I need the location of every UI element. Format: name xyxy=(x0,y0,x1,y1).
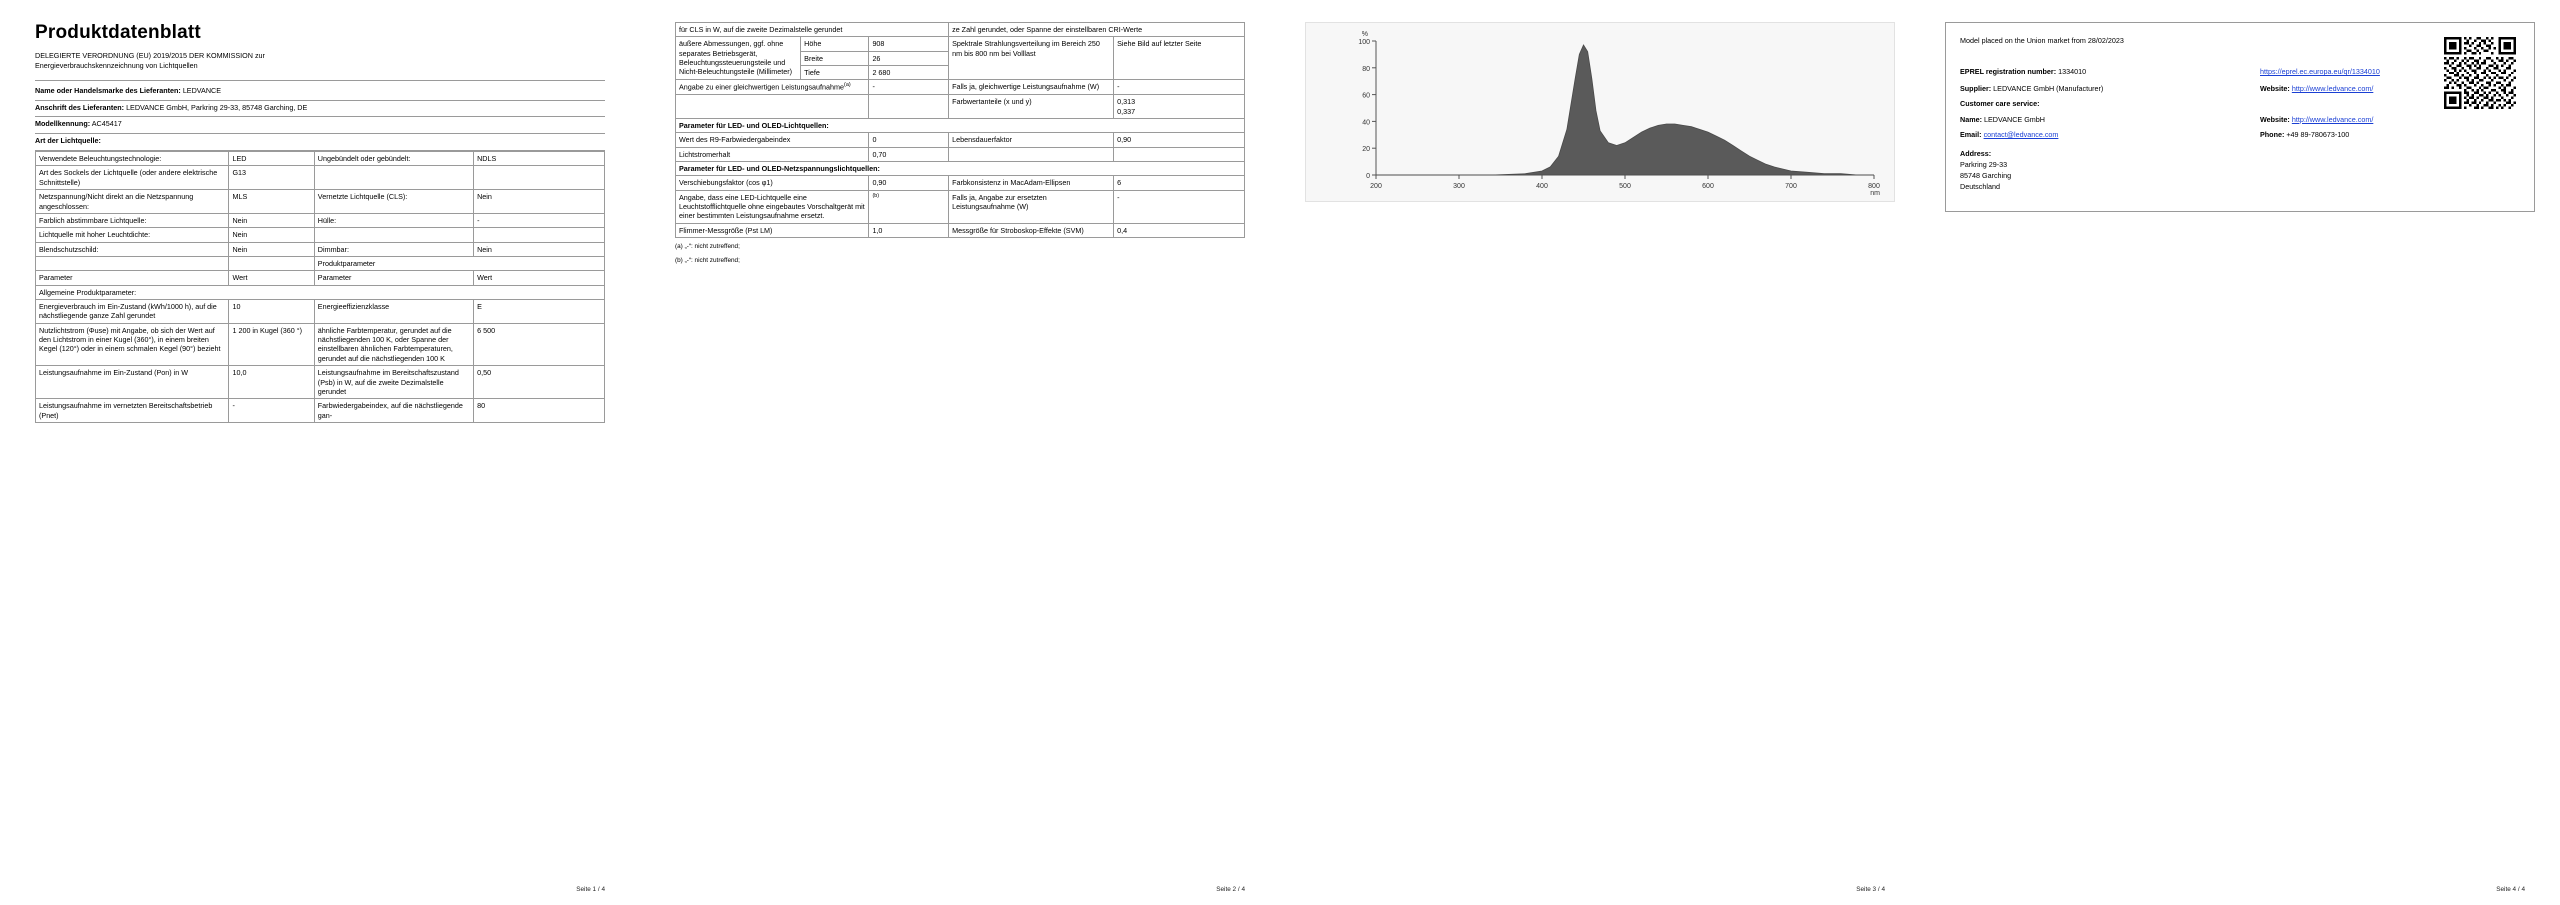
page-3 xyxy=(1280,0,1920,905)
section-row xyxy=(36,285,605,299)
market-date-line: Model placed on the Union market from 28/02/2023 xyxy=(1960,36,2124,45)
eprel-row xyxy=(1960,66,2520,77)
cell-value: Nein xyxy=(474,242,605,256)
cell-continued-left: für CLS in W, auf die zweite Dezimalstelle gerundet xyxy=(676,23,949,37)
svg-text:300: 300 xyxy=(1453,183,1465,190)
supplier-row xyxy=(1960,83,2520,94)
footnote-marker-a: (a) xyxy=(844,82,851,89)
section-header: Produktparameter xyxy=(314,256,604,270)
phone-label: Phone: xyxy=(2260,129,2285,139)
chroma-y-value: 0,337 xyxy=(1117,106,1136,116)
eprel-link-cell xyxy=(2260,66,2460,77)
spectral-distribution-chart xyxy=(1305,22,1895,202)
svg-text:nm: nm xyxy=(1870,190,1880,197)
cell-equivalent-label xyxy=(676,80,869,95)
column-header-parameter: Parameter xyxy=(314,271,473,285)
section-header-general: Allgemeine Produktparameter: xyxy=(36,285,605,299)
cell-label: Dimmbar: xyxy=(314,242,473,256)
name-value: LEDVANCE GmbH xyxy=(1983,114,2045,124)
table-row xyxy=(676,37,1245,51)
cell-equivalent-value2: - xyxy=(1114,80,1245,95)
page-footer: Seite 2 / 4 xyxy=(1216,886,1245,893)
eprel-label: EPREL registration number: xyxy=(1960,67,2057,77)
cell-label: Leistungsaufnahme im Ein-Zustand (Pon) in W xyxy=(36,366,229,399)
svg-text:400: 400 xyxy=(1536,183,1548,190)
header-row xyxy=(36,271,605,285)
section-row xyxy=(676,161,1245,175)
care-email-cell xyxy=(1960,129,2260,140)
cell-value: 10,0 xyxy=(229,366,314,399)
footnote-marker-b: (b) xyxy=(872,192,880,199)
divider xyxy=(35,80,605,81)
table-row xyxy=(36,366,605,399)
model-label: Modellkennung: xyxy=(35,119,91,129)
continuation-table xyxy=(675,22,1245,238)
cell-lifetime-value: 0,90 xyxy=(1114,133,1245,147)
table-row xyxy=(676,176,1245,190)
supplier-name-row xyxy=(35,84,605,101)
table-row xyxy=(36,323,605,365)
cell-macadam-value: 6 xyxy=(1114,176,1245,190)
supplier-address-label: Anschrift des Lieferanten: xyxy=(35,102,125,112)
phone-value: +49 89-780673-100 xyxy=(2286,129,2350,139)
table-row xyxy=(36,213,605,227)
page-1 xyxy=(0,0,640,905)
cell-label: ähnliche Farbtemperatur, gerundet auf die nächstliegenden 100 K, oder Spanne der einstellbaren ähnlichen Farbtemperaturen, gerundet auf die nächstliegenden 100 K xyxy=(314,323,473,365)
cell-dimension-name: Höhe xyxy=(801,37,869,51)
lightsource-type-row xyxy=(35,134,605,151)
cell-power-factor-value: 0,90 xyxy=(869,176,949,190)
cell-value: 6 500 xyxy=(474,323,605,365)
cell-dimension-value: 26 xyxy=(869,51,949,65)
cell-replacement-label2: Falls ja, Angabe zur ersetzten Leistungsaufnahme (W) xyxy=(949,190,1114,223)
table-row xyxy=(676,133,1245,147)
svg-text:700: 700 xyxy=(1785,183,1797,190)
svg-text:100: 100 xyxy=(1358,39,1370,46)
customer-care-label: Customer care service: xyxy=(1960,99,2040,109)
cell-label xyxy=(314,166,473,190)
cell-spectral-label: Spektrale Strahlungsverteilung im Bereich 250 nm bis 800 nm bei Volllast xyxy=(949,37,1114,80)
section-header-led: Parameter für LED- und OLED-Lichtquellen: xyxy=(676,118,1245,132)
section-row xyxy=(36,256,605,270)
cell-replacement-value2: - xyxy=(1114,190,1245,223)
cell-replacement-value xyxy=(869,190,949,223)
cell-value: 10 xyxy=(229,300,314,324)
cell-label: Hülle: xyxy=(314,213,473,227)
column-header-value: Wert xyxy=(229,271,314,285)
address-line-3: Deutschland xyxy=(1960,182,2000,192)
supplier-cell xyxy=(1960,83,2260,94)
cell-value: 80 xyxy=(474,399,605,423)
svg-text:%: % xyxy=(1361,31,1368,38)
page-footer: Seite 1 / 4 xyxy=(576,886,605,893)
address-line-1: Parkring 29-33 xyxy=(1960,160,2008,170)
table-row xyxy=(36,190,605,214)
cell-label: Leistungsaufnahme im Bereitschaftszustand (Psb) in W, auf die zweite Dezimalstelle gerundet xyxy=(314,366,473,399)
cell-power-factor-label: Verschiebungsfaktor (cos φ1) xyxy=(676,176,869,190)
cell-chromaticity-value xyxy=(1114,95,1245,119)
cell-value: E xyxy=(474,300,605,324)
table-row xyxy=(676,23,1245,37)
page-footer: Seite 4 / 4 xyxy=(2496,886,2525,893)
column-header-value: Wert xyxy=(474,271,605,285)
name-label: Name: xyxy=(1960,114,1982,124)
model-value: AC45417 xyxy=(91,119,122,129)
website2-link[interactable]: http://www.ledvance.com/ xyxy=(2291,114,2374,124)
cell-value: Nein xyxy=(474,190,605,214)
footnote-b: (b) „-“: nicht zutreffend; xyxy=(675,256,740,264)
cell-macadam-label: Farbkonsistenz in MacAdam-Ellipsen xyxy=(949,176,1114,190)
cell-equivalent-label2: Falls ja, gleichwertige Leistungsaufnahme (W) xyxy=(949,80,1114,95)
lightsource-type-label: Art der Lichtquelle: xyxy=(35,136,101,146)
cell-label: Nutzlichtstrom (Φuse) mit Angabe, ob sich der Wert auf den Lichtstrom in einer Kugel (360°), in einem breiten Kegel (120°) oder in einem schmalen Kegel (90°) bezieht xyxy=(36,323,229,365)
page-footer: Seite 3 / 4 xyxy=(1856,886,1885,893)
cell-label: Blendschutzschild: xyxy=(36,242,229,256)
model-row xyxy=(35,117,605,134)
table-row xyxy=(676,190,1245,223)
table-row xyxy=(36,152,605,166)
table-row xyxy=(676,223,1245,237)
svg-text:200: 200 xyxy=(1370,183,1382,190)
table-row xyxy=(36,399,605,423)
care-name-row xyxy=(1960,114,2520,125)
supplier-address-value: LEDVANCE GmbH, Parkring 29-33, 85748 Garching, DE xyxy=(126,102,308,112)
page-title: Produktdatenblatt xyxy=(35,22,201,43)
cell-value: 0,50 xyxy=(474,366,605,399)
chroma-x-value: 0,313 xyxy=(1117,97,1136,107)
website-link[interactable]: http://www.ledvance.com/ xyxy=(2291,84,2374,94)
cell-dimension-name: Tiefe xyxy=(801,66,869,80)
svg-text:80: 80 xyxy=(1362,65,1370,73)
cell-flicker-value: 1,0 xyxy=(869,223,949,237)
website-cell xyxy=(2260,83,2460,94)
cell-value: - xyxy=(474,213,605,227)
care-name-cell xyxy=(1960,114,2260,125)
cell-spectral-value: Siehe Bild auf letzter Seite xyxy=(1114,37,1245,80)
table-row xyxy=(36,228,605,242)
address-block xyxy=(1960,148,2520,193)
column-header-parameter: Parameter xyxy=(36,271,229,285)
cell-label: Energieeffizienzklasse xyxy=(314,300,473,324)
care-email-row xyxy=(1960,129,2520,140)
cell-chromaticity-label: Farbwertanteile (x und y) xyxy=(949,95,1114,119)
equivalent-label-text: Angabe zu einer gleichwertigen Leistungsaufnahme xyxy=(679,82,845,92)
cell-svm-value: 0,4 xyxy=(1114,223,1245,237)
page-2 xyxy=(640,0,1280,905)
table-row xyxy=(676,95,1245,119)
supplier-name-label: Name oder Handelsmarke des Lieferanten: xyxy=(35,85,181,95)
website-label: Website: xyxy=(2260,84,2290,94)
cell-label: Vernetzte Lichtquelle (CLS): xyxy=(314,190,473,214)
cell-value: LED xyxy=(229,152,314,166)
lightsource-table xyxy=(35,151,605,423)
cell-dimensions-label: äußere Abmessungen, ggf. ohne separates Betriebsgerät, Beleuchtungssteuerungsteile und Nicht-Beleuchtungsteile (Millimeter) xyxy=(676,37,801,80)
eprel-link[interactable]: https://eprel.ec.europa.eu/qr/1334010 xyxy=(2260,67,2380,77)
eprel-value: 1334010 xyxy=(2058,67,2087,77)
chart-svg xyxy=(1306,23,1894,201)
regulation-subtitle: DELEGIERTE VERORDNUNG (EU) 2019/2015 DER KOMMISSION zur Energieverbrauchskennzeichnung von Lichtquellen xyxy=(35,51,265,71)
svg-text:800: 800 xyxy=(1868,183,1880,190)
table-row xyxy=(36,242,605,256)
cell-value: Nein xyxy=(229,242,314,256)
svg-text:500: 500 xyxy=(1619,183,1631,190)
cell-equivalent-value: - xyxy=(869,80,949,95)
cell-r9-value: 0 xyxy=(869,133,949,147)
address-label: Address: xyxy=(1960,148,1992,158)
cell-dimension-value: 908 xyxy=(869,37,949,51)
cell-r9-label: Wert des R9-Farbwiedergabeindex xyxy=(676,133,869,147)
cell-value xyxy=(474,166,605,190)
cell-label xyxy=(314,228,473,242)
supplier-address-row xyxy=(35,101,605,118)
cell-value: NDLS xyxy=(474,152,605,166)
cell-lifetime-label: Lebensdauerfaktor xyxy=(949,133,1114,147)
cell-label: Art des Sockels der Lichtquelle (oder andere elektrische Schnittstelle) xyxy=(36,166,229,190)
cell-dimension-value: 2 680 xyxy=(869,66,949,80)
cell-svm-label: Messgröße für Stroboskop-Effekte (SVM) xyxy=(949,223,1114,237)
supplier-value: LEDVANCE GmbH (Manufacturer) xyxy=(1993,84,2104,94)
email-label: Email: xyxy=(1960,129,1982,139)
cell-label: Netzspannung/Nicht direkt an die Netzspannung angeschlossen: xyxy=(36,190,229,214)
table-row xyxy=(36,166,605,190)
page-4 xyxy=(1920,0,2560,905)
website2-label: Website: xyxy=(2260,114,2290,124)
cell-value xyxy=(474,228,605,242)
address-line-2: 85748 Garching xyxy=(1960,171,2012,181)
cell-value: 1 200 in Kugel (360 °) xyxy=(229,323,314,365)
qr-code-icon xyxy=(2444,37,2516,109)
email-link[interactable]: contact@ledvance.com xyxy=(1983,129,2059,139)
cell-value: Nein xyxy=(229,213,314,227)
cell-value: G13 xyxy=(229,166,314,190)
cell-label: Lichtquelle mit hoher Leuchtdichte: xyxy=(36,228,229,242)
supplier-name-value: LEDVANCE xyxy=(182,85,222,95)
cell-continued-right: ze Zahl gerundet, oder Spanne der einstellbaren CRI-Werte xyxy=(949,23,1245,37)
table-row xyxy=(676,147,1245,161)
svg-text:20: 20 xyxy=(1362,146,1370,154)
cell-lumen-maintenance-value: 0,70 xyxy=(869,147,949,161)
footnote-a: (a) „-“: nicht zutreffend; xyxy=(675,243,740,251)
cell-flicker-label: Flimmer-Messgröße (Pst LM) xyxy=(676,223,869,237)
cell-value: Nein xyxy=(229,228,314,242)
cell-label: Farblich abstimmbare Lichtquelle: xyxy=(36,213,229,227)
cell-value: MLS xyxy=(229,190,314,214)
care-phone-cell xyxy=(2260,129,2460,140)
cell-value: - xyxy=(229,399,314,423)
customer-care-heading xyxy=(1960,98,2520,109)
table-row xyxy=(676,80,1245,95)
section-row xyxy=(676,118,1245,132)
svg-text:0: 0 xyxy=(1366,173,1370,180)
cell-replacement-label: Angabe, dass eine LED-Lichtquelle eine Leuchtstofflichtquelle ohne eingebautes Vorschaltgerät mit einer bestimmten Leistungsaufnahme ersetzt. xyxy=(676,190,869,223)
eprel-info-panel xyxy=(1945,22,2535,212)
section-header-mains: Parameter für LED- und OLED-Netzspannungslichtquellen: xyxy=(676,161,1245,175)
table-row xyxy=(36,300,605,324)
eprel-number-cell xyxy=(1960,66,2260,77)
cell-label: Farbwiedergabeindex, auf die nächstliegende gan- xyxy=(314,399,473,423)
cell-label: Leistungsaufnahme im vernetzten Bereitschaftsbetrieb (Pnet) xyxy=(36,399,229,423)
care-website-cell xyxy=(2260,114,2460,125)
cell-lumen-maintenance-label: Lichtstromerhalt xyxy=(676,147,869,161)
cell-label: Energieverbrauch im Ein-Zustand (kWh/1000 h), auf die nächstliegende ganze Zahl gerundet xyxy=(36,300,229,324)
svg-text:600: 600 xyxy=(1702,183,1714,190)
cell-label: Ungebündelt oder gebündelt: xyxy=(314,152,473,166)
supplier-label: Supplier: xyxy=(1960,84,1992,94)
cell-dimension-name: Breite xyxy=(801,51,869,65)
cell-label: Verwendete Beleuchtungstechnologie: xyxy=(36,152,229,166)
svg-text:40: 40 xyxy=(1362,119,1370,127)
svg-text:60: 60 xyxy=(1362,92,1370,100)
